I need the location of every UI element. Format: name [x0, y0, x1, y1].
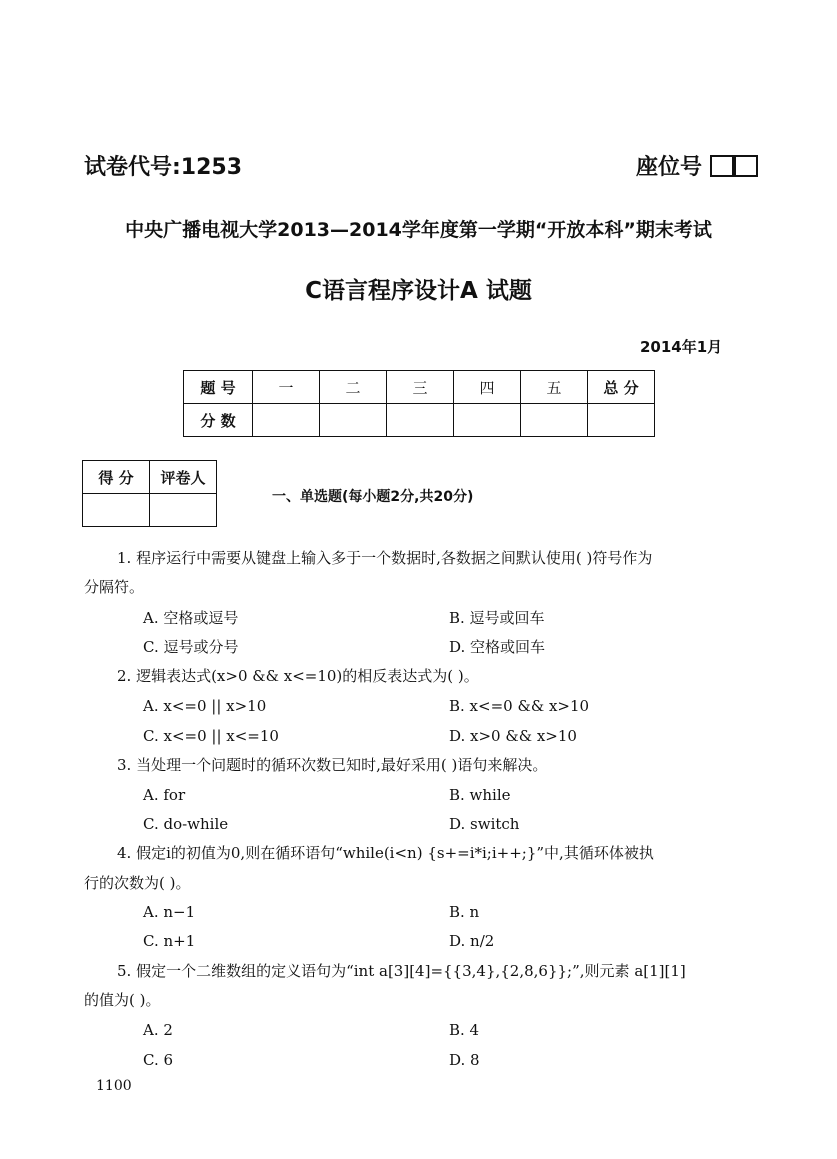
exam-title: 中央广播电视大学2013—2014学年度第一学期“开放本科”期末考试 — [125, 219, 712, 241]
q2-option-c[interactable]: C. x<=0 || x<=10 — [143, 727, 279, 745]
seat-box-1[interactable] — [710, 155, 734, 177]
page-number: 1100 — [96, 1078, 132, 1094]
score-cell[interactable] — [521, 404, 588, 437]
grader-name-header: 评卷人 — [150, 461, 217, 494]
section-title: 一、单选题(每小题2分,共20分) — [272, 489, 474, 505]
q3-option-a[interactable]: A. for — [143, 786, 186, 804]
q3-option-c[interactable]: C. do-while — [143, 815, 229, 833]
score-cell[interactable] — [320, 404, 387, 437]
q3-option-b[interactable]: B. while — [449, 786, 511, 804]
q4-option-b[interactable]: B. n — [449, 903, 480, 921]
score-header-cell: 二 — [320, 371, 387, 404]
grader-header-row — [83, 461, 217, 494]
q2-option-d[interactable]: D. x>0 && x>10 — [449, 727, 577, 745]
question-4-text-cont: 行的次数为( )。 — [84, 874, 191, 892]
q4-option-c[interactable]: C. n+1 — [143, 932, 196, 950]
q1-option-d[interactable]: D. 空格或回车 — [449, 638, 546, 656]
q2-option-b[interactable]: B. x<=0 && x>10 — [449, 697, 590, 715]
score-header-cell: 一 — [253, 371, 320, 404]
score-header-cell: 总 分 — [588, 371, 655, 404]
score-table — [183, 370, 655, 437]
score-cell[interactable] — [253, 404, 320, 437]
q5-option-d[interactable]: D. 8 — [449, 1051, 480, 1069]
seat-label: 座位号 — [636, 155, 703, 180]
score-cell[interactable] — [588, 404, 655, 437]
question-1-text: 1. 程序运行中需要从键盘上输入多于一个数据时,各数据之间默认使用( )符号作为 — [117, 549, 653, 567]
q5-option-a[interactable]: A. 2 — [143, 1021, 173, 1039]
seat-box-2[interactable] — [734, 155, 758, 177]
paper-code: 试卷代号:1253 — [84, 155, 243, 180]
question-1-text-cont: 分隔符。 — [84, 578, 145, 596]
paper-title: C语言程序设计A 试题 — [305, 278, 532, 304]
q5-option-b[interactable]: B. 4 — [449, 1021, 480, 1039]
q4-option-d[interactable]: D. n/2 — [449, 932, 495, 950]
grader-name-cell[interactable] — [150, 494, 217, 527]
q1-option-a[interactable]: A. 空格或逗号 — [143, 609, 239, 627]
q1-option-c[interactable]: C. 逗号或分号 — [143, 638, 239, 656]
q5-option-c[interactable]: C. 6 — [143, 1051, 174, 1069]
q1-option-b[interactable]: B. 逗号或回车 — [449, 609, 545, 627]
exam-date: 2014年1月 — [640, 338, 723, 356]
q2-option-a[interactable]: A. x<=0 || x>10 — [143, 697, 267, 715]
question-5-text-cont: 的值为( )。 — [84, 991, 161, 1009]
grader-table — [82, 460, 217, 527]
grader-value-row — [83, 494, 217, 527]
question-3-text: 3. 当处理一个问题时的循环次数已知时,最好采用( )语句来解决。 — [117, 756, 548, 774]
score-cell[interactable] — [454, 404, 521, 437]
q4-option-a[interactable]: A. n−1 — [143, 903, 196, 921]
question-2-text: 2. 逻辑表达式(x>0 && x<=10)的相反表达式为( )。 — [117, 667, 479, 685]
q3-option-d[interactable]: D. switch — [449, 815, 520, 833]
score-header-cell: 五 — [521, 371, 588, 404]
grader-score-header: 得 分 — [83, 461, 150, 494]
question-4-text: 4. 假定i的初值为0,则在循环语句“while(i<n) {s+=i*i;i++;}”中,其循环体被执 — [117, 844, 654, 862]
score-header-cell: 四 — [454, 371, 521, 404]
score-header-cell: 题 号 — [184, 371, 253, 404]
score-table-header-row — [184, 371, 655, 404]
question-5-text: 5. 假定一个二维数组的定义语句为“int a[3][4]={{3,4},{2,8,6}};”,则元素 a[1][1] — [117, 962, 686, 980]
score-cell[interactable] — [387, 404, 454, 437]
score-table-value-row — [184, 404, 655, 437]
score-header-cell: 三 — [387, 371, 454, 404]
grader-score-cell[interactable] — [83, 494, 150, 527]
score-row-label: 分 数 — [184, 404, 253, 437]
